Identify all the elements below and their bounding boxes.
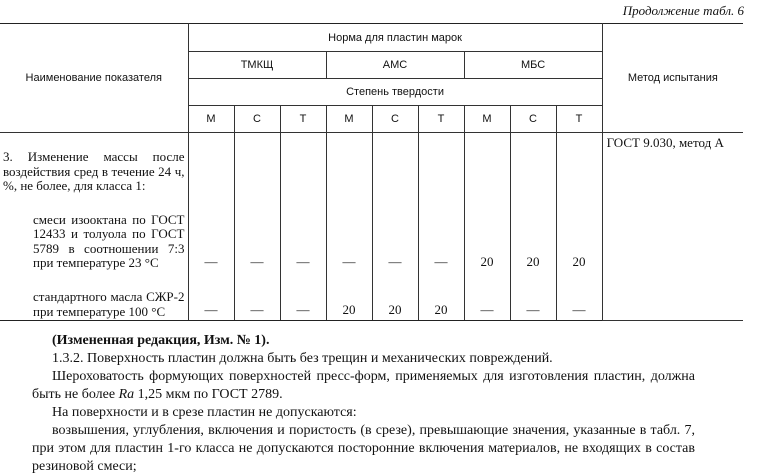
defects-intro: На поверхности и в срезе пластин не допускаются: [52, 405, 357, 420]
indicator-name: стандартного масла СЖР-2 при температуре 100 °С [0, 272, 188, 321]
spec-table [0, 23, 743, 321]
brand-header: АМС [326, 52, 464, 79]
indicator-name: 3. Изменение массы после воздействия сред в течение 24 ч, %, не более, для класса 1: [0, 133, 188, 195]
table-cell: — [280, 272, 326, 321]
brand-header: МБС [464, 52, 602, 79]
table-cell: — [326, 195, 372, 272]
grade-header: С [510, 106, 556, 133]
clause-1-3-2: 1.3.2. Поверхность пластин должна быть без трещин и механических повреждений. [52, 351, 553, 366]
defects-list-item: возвышения, углубления, включения и пористость (в срезе), превышающие значения, указанные в табл. 7, при этом для пластин 1-го класса не допускаются посторонние включения материалов, не входящих в состав резиновой смеси; [32, 423, 695, 474]
grade-header: Т [280, 106, 326, 133]
table-cell: — [188, 272, 234, 321]
table-cell: — [372, 195, 418, 272]
method-column-header: Метод испытания [602, 24, 743, 133]
grade-header: М [326, 106, 372, 133]
table-cell: — [234, 272, 280, 321]
hardness-header: Степень твердости [188, 79, 602, 106]
indicator-column-header: Наименование показателя [0, 24, 188, 133]
grade-header: С [234, 106, 280, 133]
grade-header: С [372, 106, 418, 133]
table-cell: — [418, 195, 464, 272]
brand-header: ТМКЩ [188, 52, 326, 79]
grade-header: М [464, 106, 510, 133]
grade-header: М [188, 106, 234, 133]
table-cell: 20 [326, 272, 372, 321]
table-cell: — [510, 272, 556, 321]
test-method: ГОСТ 9.030, метод А [602, 133, 743, 321]
table-cell: — [464, 272, 510, 321]
table-cell: — [280, 195, 326, 272]
indicator-name: смеси изооктана по ГОСТ 12433 и толуола по ГОСТ 5789 в соотношении 7:3 при температуре 23 °С [0, 195, 188, 272]
table-cell: 20 [464, 195, 510, 272]
grade-header: Т [556, 106, 602, 133]
table-cell: 20 [510, 195, 556, 272]
table-cell: — [234, 195, 280, 272]
norm-header: Норма для пластин марок [188, 24, 602, 52]
table-cell: — [556, 272, 602, 321]
table-cell: 20 [418, 272, 464, 321]
roughness-paragraph: Шероховатость формующих поверхностей пресс-форм, применяемых для изготовления пластин, должна быть не более Ra 1,25 мкм по ГОСТ 2789. [32, 369, 695, 402]
table-cell: 20 [556, 195, 602, 272]
table-cell: — [188, 195, 234, 272]
grade-header: Т [418, 106, 464, 133]
table-continuation-label: Продолжение табл. 6 [622, 3, 744, 18]
amendment-note: (Измененная редакция, Изм. № 1). [52, 333, 270, 348]
table-cell: 20 [372, 272, 418, 321]
